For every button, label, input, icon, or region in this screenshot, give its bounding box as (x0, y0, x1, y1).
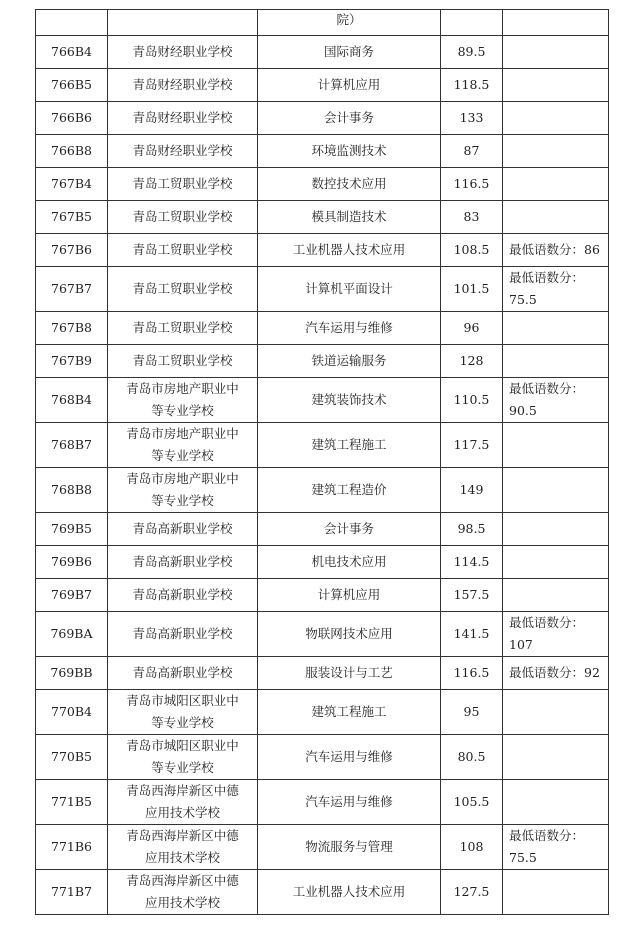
cell-code: 766B8 (36, 135, 108, 168)
cell-school: 青岛财经职业学校 (108, 135, 258, 168)
cell-major-header-fragment: 院） (258, 10, 441, 36)
cell-major: 铁道运输服务 (258, 345, 441, 378)
cell-score: 101.5 (441, 267, 503, 312)
cell-code: 767B9 (36, 345, 108, 378)
cell-score: 149 (441, 468, 503, 513)
cell-school: 青岛高新职业学校 (108, 546, 258, 579)
cell-code: 770B4 (36, 690, 108, 735)
cell-score: 133 (441, 102, 503, 135)
table-row (36, 546, 609, 579)
cell-score: 116.5 (441, 168, 503, 201)
cell-code: 767B8 (36, 312, 108, 345)
cell-code: 768B8 (36, 468, 108, 513)
cell-code: 767B7 (36, 267, 108, 312)
cell-score (441, 10, 503, 36)
cell-score: 89.5 (441, 36, 503, 69)
cell-note (503, 513, 609, 546)
cell-major: 计算机应用 (258, 579, 441, 612)
cell-major: 物联网技术应用 (258, 612, 441, 657)
cell-school: 青岛西海岸新区中德 应用技术学校 (108, 825, 258, 870)
cell-note (503, 69, 609, 102)
cell-score: 105.5 (441, 780, 503, 825)
cell-code: 771B7 (36, 870, 108, 915)
cell-major: 物流服务与管理 (258, 825, 441, 870)
cell-note (503, 102, 609, 135)
cell-score: 108.5 (441, 234, 503, 267)
cell-score: 96 (441, 312, 503, 345)
cell-major: 国际商务 (258, 36, 441, 69)
cell-score: 95 (441, 690, 503, 735)
table-row (36, 825, 609, 870)
cell-major: 机电技术应用 (258, 546, 441, 579)
cell-code: 767B4 (36, 168, 108, 201)
cell-school: 青岛西海岸新区中德 应用技术学校 (108, 870, 258, 915)
cell-code: 769BA (36, 612, 108, 657)
table-row (36, 135, 609, 168)
table-row (36, 468, 609, 513)
table-row (36, 168, 609, 201)
cell-major: 环境监测技术 (258, 135, 441, 168)
table-row (36, 579, 609, 612)
cell-code: 769B5 (36, 513, 108, 546)
cell-school: 青岛财经职业学校 (108, 36, 258, 69)
cell-note: 最低语数分：86 (503, 234, 609, 267)
cell-note (503, 312, 609, 345)
table-row (36, 780, 609, 825)
table-row (36, 36, 609, 69)
table-row (36, 69, 609, 102)
table-row (36, 201, 609, 234)
cell-school: 青岛工贸职业学校 (108, 201, 258, 234)
cell-school: 青岛财经职业学校 (108, 69, 258, 102)
cell-code: 769BB (36, 657, 108, 690)
cell-note: 最低语数分： 75.5 (503, 825, 609, 870)
cell-school: 青岛市房地产职业中 等专业学校 (108, 378, 258, 423)
table-row (36, 378, 609, 423)
cell-school: 青岛工贸职业学校 (108, 267, 258, 312)
cell-code (36, 10, 108, 36)
cell-score: 108 (441, 825, 503, 870)
cell-code: 767B6 (36, 234, 108, 267)
cell-major: 会计事务 (258, 513, 441, 546)
cell-note: 最低语数分：92 (503, 657, 609, 690)
cell-score: 141.5 (441, 612, 503, 657)
cell-code: 770B5 (36, 735, 108, 780)
table-row (36, 735, 609, 780)
cell-note (503, 468, 609, 513)
cell-note (503, 546, 609, 579)
table-row (36, 234, 609, 267)
cell-score: 157.5 (441, 579, 503, 612)
cell-note (503, 579, 609, 612)
cell-major: 数控技术应用 (258, 168, 441, 201)
cell-note (503, 870, 609, 915)
cell-major: 建筑工程施工 (258, 423, 441, 468)
cell-score: 98.5 (441, 513, 503, 546)
cell-code: 767B5 (36, 201, 108, 234)
cell-note (503, 345, 609, 378)
cell-code: 771B6 (36, 825, 108, 870)
cell-major: 汽车运用与维修 (258, 780, 441, 825)
cell-major: 工业机器人技术应用 (258, 234, 441, 267)
cell-school: 青岛高新职业学校 (108, 657, 258, 690)
cell-note (503, 423, 609, 468)
cell-note: 最低语数分： 90.5 (503, 378, 609, 423)
cell-note: 最低语数分： 75.5 (503, 267, 609, 312)
cell-score: 127.5 (441, 870, 503, 915)
cell-school: 青岛市城阳区职业中 等专业学校 (108, 735, 258, 780)
cell-code: 768B7 (36, 423, 108, 468)
cell-major: 汽车运用与维修 (258, 735, 441, 780)
cell-code: 766B5 (36, 69, 108, 102)
cell-school: 青岛西海岸新区中德 应用技术学校 (108, 780, 258, 825)
table-body (36, 10, 609, 915)
cell-note (503, 735, 609, 780)
cell-major: 服装设计与工艺 (258, 657, 441, 690)
cell-code: 766B6 (36, 102, 108, 135)
cell-note (503, 780, 609, 825)
cell-code: 769B6 (36, 546, 108, 579)
cell-school: 青岛工贸职业学校 (108, 234, 258, 267)
table-row (36, 690, 609, 735)
cell-school: 青岛工贸职业学校 (108, 345, 258, 378)
cell-score: 116.5 (441, 657, 503, 690)
table-row (36, 513, 609, 546)
cell-school (108, 10, 258, 36)
cell-score: 83 (441, 201, 503, 234)
cell-code: 766B4 (36, 36, 108, 69)
cell-school: 青岛市城阳区职业中 等专业学校 (108, 690, 258, 735)
cell-school: 青岛工贸职业学校 (108, 168, 258, 201)
table-row (36, 345, 609, 378)
cell-note (503, 168, 609, 201)
cell-school: 青岛市房地产职业中 等专业学校 (108, 423, 258, 468)
cell-note (503, 201, 609, 234)
cell-major: 建筑装饰技术 (258, 378, 441, 423)
cell-score: 118.5 (441, 69, 503, 102)
table-row (36, 102, 609, 135)
table-row (36, 612, 609, 657)
cell-score: 87 (441, 135, 503, 168)
table-row (36, 267, 609, 312)
cell-school: 青岛高新职业学校 (108, 612, 258, 657)
cell-code: 771B5 (36, 780, 108, 825)
cell-code: 769B7 (36, 579, 108, 612)
cell-note: 最低语数分：107 (503, 612, 609, 657)
cell-score: 80.5 (441, 735, 503, 780)
header-fragment-row (36, 10, 609, 36)
cell-code: 768B4 (36, 378, 108, 423)
cell-score: 128 (441, 345, 503, 378)
cell-major: 模具制造技术 (258, 201, 441, 234)
cell-score: 117.5 (441, 423, 503, 468)
cell-score: 114.5 (441, 546, 503, 579)
table-row (36, 870, 609, 915)
cell-major: 汽车运用与维修 (258, 312, 441, 345)
cell-note (503, 10, 609, 36)
table-row (36, 423, 609, 468)
cell-note (503, 135, 609, 168)
cell-major: 计算机平面设计 (258, 267, 441, 312)
table-row (36, 657, 609, 690)
cell-note (503, 690, 609, 735)
cell-major: 工业机器人技术应用 (258, 870, 441, 915)
cell-school: 青岛财经职业学校 (108, 102, 258, 135)
cell-school: 青岛市房地产职业中 等专业学校 (108, 468, 258, 513)
cell-major: 计算机应用 (258, 69, 441, 102)
cell-school: 青岛高新职业学校 (108, 513, 258, 546)
cell-school: 青岛工贸职业学校 (108, 312, 258, 345)
cell-score: 110.5 (441, 378, 503, 423)
admission-score-table (35, 9, 609, 915)
table-row (36, 312, 609, 345)
cell-major: 建筑工程造价 (258, 468, 441, 513)
cell-major: 会计事务 (258, 102, 441, 135)
cell-major: 建筑工程施工 (258, 690, 441, 735)
cell-school: 青岛高新职业学校 (108, 579, 258, 612)
cell-note (503, 36, 609, 69)
